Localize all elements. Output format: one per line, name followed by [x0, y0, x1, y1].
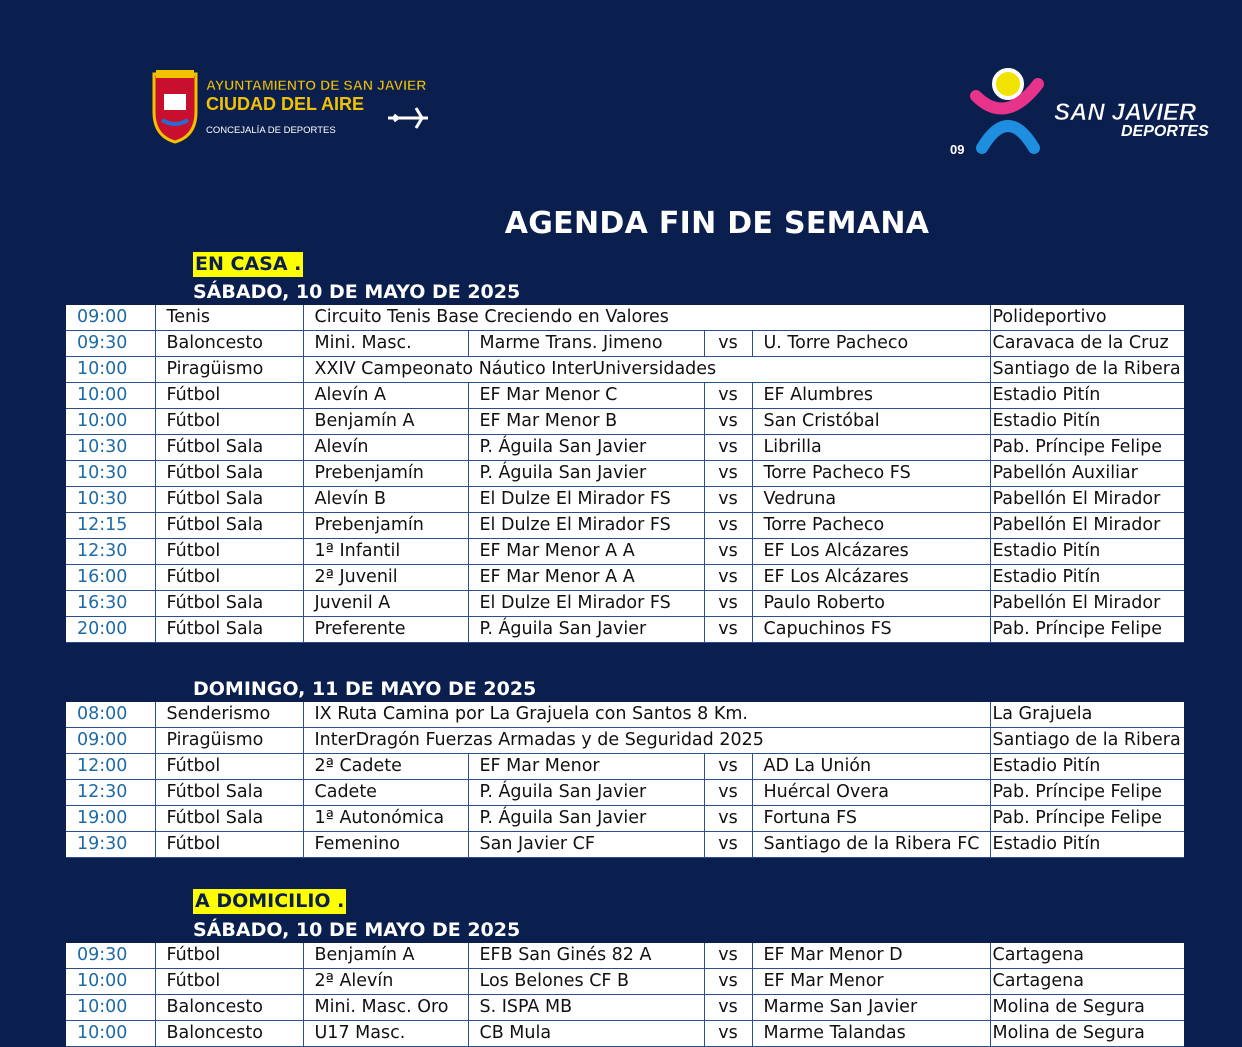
time-cell: 19:30 [66, 832, 155, 858]
sport-cell: Fútbol [155, 969, 303, 995]
category-cell: 1ª Infantil [303, 539, 468, 565]
venue-cell: Santiago de la Ribera [990, 728, 1184, 754]
category-cell: Benjamín A [303, 943, 468, 969]
away-team-cell: Marme Talandas [752, 1021, 990, 1047]
table-row [66, 305, 1184, 331]
vs-cell: vs [704, 409, 752, 435]
schedule-table [66, 702, 1184, 858]
home-team-cell: EF Mar Menor B [468, 409, 704, 435]
sport-cell: Fútbol Sala [155, 435, 303, 461]
venue-cell: Pabellón El Mirador [990, 513, 1184, 539]
vs-cell: vs [704, 617, 752, 643]
table-row [66, 435, 1184, 461]
sport-cell: Fútbol Sala [155, 806, 303, 832]
sport-cell: Fútbol Sala [155, 617, 303, 643]
athlete-figure-icon [976, 70, 1038, 148]
away-team-cell: Librilla [752, 435, 990, 461]
venue-cell: Pab. Príncipe Felipe [990, 806, 1184, 832]
time-cell: 09:00 [66, 305, 155, 331]
home-team-cell: EF Mar Menor [468, 754, 704, 780]
sport-cell: Fútbol Sala [155, 487, 303, 513]
logo-number: 09 [950, 142, 965, 157]
category-cell: Femenino [303, 832, 468, 858]
vs-cell: vs [704, 806, 752, 832]
time-cell: 16:30 [66, 591, 155, 617]
table-row [66, 539, 1184, 565]
sport-cell: Tenis [155, 305, 303, 331]
table-row [66, 591, 1184, 617]
home-team-cell: P. Águila San Javier [468, 780, 704, 806]
category-cell: Alevín B [303, 487, 468, 513]
vs-cell: vs [704, 832, 752, 858]
logo-brand-line2: DEPORTES [1121, 123, 1209, 140]
table-row [66, 409, 1184, 435]
day-heading: DOMINGO, 11 DE MAYO DE 2025 [193, 678, 537, 700]
sport-cell: Fútbol [155, 832, 303, 858]
vs-cell: vs [704, 943, 752, 969]
venue-cell: La Grajuela [990, 702, 1184, 728]
vs-cell: vs [704, 754, 752, 780]
category-cell: Alevín [303, 435, 468, 461]
vs-cell: vs [704, 539, 752, 565]
category-cell: Prebenjamín [303, 461, 468, 487]
time-cell: 10:30 [66, 435, 155, 461]
table-row [66, 943, 1184, 969]
table-row [66, 383, 1184, 409]
vs-cell: vs [704, 513, 752, 539]
category-cell: Preferente [303, 617, 468, 643]
table-row [66, 969, 1184, 995]
san-javier-deportes-logo [948, 62, 1233, 162]
home-team-cell: Marme Trans. Jimeno [468, 331, 704, 357]
sport-cell: Fútbol Sala [155, 513, 303, 539]
home-team-cell: El Dulze El Mirador FS [468, 591, 704, 617]
table-row [66, 780, 1184, 806]
event-cell: XXIV Campeonato Náutico InterUniversidades [303, 357, 990, 383]
away-team-cell: Marme San Javier [752, 995, 990, 1021]
table-row [66, 565, 1184, 591]
category-cell: Alevín A [303, 383, 468, 409]
table-row [66, 832, 1184, 858]
sport-cell: Fútbol Sala [155, 461, 303, 487]
time-cell: 12:15 [66, 513, 155, 539]
away-team-cell: Vedruna [752, 487, 990, 513]
time-cell: 12:30 [66, 780, 155, 806]
away-team-cell: EF Mar Menor D [752, 943, 990, 969]
table-row [66, 754, 1184, 780]
table-row [66, 806, 1184, 832]
away-team-cell: Capuchinos FS [752, 617, 990, 643]
venue-cell: Estadio Pitín [990, 409, 1184, 435]
schedule-table [66, 305, 1184, 643]
vs-cell: vs [704, 780, 752, 806]
category-cell: 2ª Cadete [303, 754, 468, 780]
section-label-away: A DOMICILIO . [195, 890, 345, 912]
category-cell: Mini. Masc. [303, 331, 468, 357]
venue-cell: Pabellón El Mirador [990, 487, 1184, 513]
venue-cell: Caravaca de la Cruz [990, 331, 1184, 357]
vs-cell: vs [704, 1021, 752, 1047]
away-team-cell: U. Torre Pacheco [752, 331, 990, 357]
category-cell: U17 Masc. [303, 1021, 468, 1047]
away-team-cell: AD La Unión [752, 754, 990, 780]
schedule-table [66, 943, 1184, 1047]
away-team-cell: Huércal Overa [752, 780, 990, 806]
event-cell: Circuito Tenis Base Creciendo en Valores [303, 305, 990, 331]
home-team-cell: P. Águila San Javier [468, 617, 704, 643]
home-team-cell: EF Mar Menor C [468, 383, 704, 409]
venue-cell: Estadio Pitín [990, 565, 1184, 591]
airplane-icon [388, 108, 428, 128]
day-heading: SÁBADO, 10 DE MAYO DE 2025 [193, 919, 521, 941]
table-row [66, 487, 1184, 513]
time-cell: 10:00 [66, 995, 155, 1021]
coat-of-arms-icon [154, 70, 196, 142]
venue-cell: Estadio Pitín [990, 539, 1184, 565]
vs-cell: vs [704, 591, 752, 617]
home-team-cell: S. ISPA MB [468, 995, 704, 1021]
time-cell: 08:00 [66, 702, 155, 728]
vs-cell: vs [704, 435, 752, 461]
logo-line3: CONCEJALÍA DE DEPORTES [206, 125, 336, 136]
away-team-cell: EF Los Alcázares [752, 539, 990, 565]
sport-cell: Fútbol [155, 943, 303, 969]
time-cell: 10:30 [66, 487, 155, 513]
sport-cell: Fútbol [155, 565, 303, 591]
venue-cell: Estadio Pitín [990, 832, 1184, 858]
sport-cell: Fútbol Sala [155, 780, 303, 806]
time-cell: 10:00 [66, 969, 155, 995]
category-cell: 2ª Juvenil [303, 565, 468, 591]
away-team-cell: Torre Pacheco [752, 513, 990, 539]
time-cell: 12:30 [66, 539, 155, 565]
sport-cell: Baloncesto [155, 331, 303, 357]
venue-cell: Cartagena [990, 943, 1184, 969]
vs-cell: vs [704, 331, 752, 357]
venue-cell: Estadio Pitín [990, 383, 1184, 409]
sport-cell: Baloncesto [155, 995, 303, 1021]
venue-cell: Molina de Segura [990, 1021, 1184, 1047]
venue-cell: Cartagena [990, 969, 1184, 995]
away-team-cell: Torre Pacheco FS [752, 461, 990, 487]
home-team-cell: El Dulze El Mirador FS [468, 487, 704, 513]
home-team-cell: P. Águila San Javier [468, 806, 704, 832]
table-row [66, 1021, 1184, 1047]
time-cell: 10:00 [66, 383, 155, 409]
event-cell: InterDragón Fuerzas Armadas y de Seguridad 2025 [303, 728, 990, 754]
table-row [66, 617, 1184, 643]
logo-line1: AYUNTAMIENTO DE SAN JAVIER [206, 77, 427, 93]
sport-cell: Fútbol Sala [155, 591, 303, 617]
time-cell: 09:00 [66, 728, 155, 754]
time-cell: 10:00 [66, 1021, 155, 1047]
sport-cell: Fútbol [155, 539, 303, 565]
time-cell: 16:00 [66, 565, 155, 591]
category-cell: Juvenil A [303, 591, 468, 617]
vs-cell: vs [704, 995, 752, 1021]
ayuntamiento-logo [150, 68, 450, 148]
venue-cell: Pab. Príncipe Felipe [990, 435, 1184, 461]
page-title: AGENDA FIN DE SEMANA [504, 206, 930, 241]
table-row [66, 702, 1184, 728]
venue-cell: Molina de Segura [990, 995, 1184, 1021]
category-cell: Benjamín A [303, 409, 468, 435]
venue-cell: Santiago de la Ribera [990, 357, 1184, 383]
sport-cell: Fútbol [155, 409, 303, 435]
vs-cell: vs [704, 487, 752, 513]
category-cell: Cadete [303, 780, 468, 806]
away-team-cell: Paulo Roberto [752, 591, 990, 617]
sport-cell: Fútbol [155, 754, 303, 780]
sport-cell: Fútbol [155, 383, 303, 409]
home-team-cell: El Dulze El Mirador FS [468, 513, 704, 539]
away-team-cell: EF Alumbres [752, 383, 990, 409]
venue-cell: Pabellón El Mirador [990, 591, 1184, 617]
sport-cell: Piragüismo [155, 357, 303, 383]
time-cell: 19:00 [66, 806, 155, 832]
logo-brand-line1: SAN JAVIER [1054, 99, 1197, 126]
away-team-cell: Santiago de la Ribera FC [752, 832, 990, 858]
time-cell: 09:30 [66, 943, 155, 969]
time-cell: 12:00 [66, 754, 155, 780]
venue-cell: Pabellón Auxiliar [990, 461, 1184, 487]
away-team-cell: EF Mar Menor [752, 969, 990, 995]
venue-cell: Estadio Pitín [990, 754, 1184, 780]
table-row [66, 461, 1184, 487]
vs-cell: vs [704, 461, 752, 487]
vs-cell: vs [704, 969, 752, 995]
home-team-cell: P. Águila San Javier [468, 435, 704, 461]
venue-cell: Pab. Príncipe Felipe [990, 617, 1184, 643]
venue-cell: Pab. Príncipe Felipe [990, 780, 1184, 806]
away-team-cell: EF Los Alcázares [752, 565, 990, 591]
home-team-cell: P. Águila San Javier [468, 461, 704, 487]
away-team-cell: San Cristóbal [752, 409, 990, 435]
sport-cell: Piragüismo [155, 728, 303, 754]
sport-cell: Senderismo [155, 702, 303, 728]
table-row [66, 331, 1184, 357]
venue-cell: Polideportivo [990, 305, 1184, 331]
home-team-cell: EF Mar Menor A A [468, 565, 704, 591]
home-team-cell: CB Mula [468, 1021, 704, 1047]
home-team-cell: EF Mar Menor A A [468, 539, 704, 565]
category-cell: Prebenjamín [303, 513, 468, 539]
table-row [66, 357, 1184, 383]
event-cell: IX Ruta Camina por La Grajuela con Santos 8 Km. [303, 702, 990, 728]
table-row [66, 995, 1184, 1021]
away-team-cell: Fortuna FS [752, 806, 990, 832]
vs-cell: vs [704, 565, 752, 591]
table-row [66, 513, 1184, 539]
time-cell: 10:00 [66, 409, 155, 435]
table-row [66, 728, 1184, 754]
home-team-cell: San Javier CF [468, 832, 704, 858]
category-cell: 2ª Alevín [303, 969, 468, 995]
sport-cell: Baloncesto [155, 1021, 303, 1047]
home-team-cell: EFB San Ginés 82 A [468, 943, 704, 969]
category-cell: Mini. Masc. Oro [303, 995, 468, 1021]
logo-line2: CIUDAD DEL AIRE [206, 94, 365, 114]
time-cell: 09:30 [66, 331, 155, 357]
vs-cell: vs [704, 383, 752, 409]
category-cell: 1ª Autonómica [303, 806, 468, 832]
section-label-home: EN CASA . [195, 253, 302, 275]
home-team-cell: Los Belones CF B [468, 969, 704, 995]
time-cell: 10:00 [66, 357, 155, 383]
day-heading: SÁBADO, 10 DE MAYO DE 2025 [193, 281, 521, 303]
time-cell: 20:00 [66, 617, 155, 643]
time-cell: 10:30 [66, 461, 155, 487]
